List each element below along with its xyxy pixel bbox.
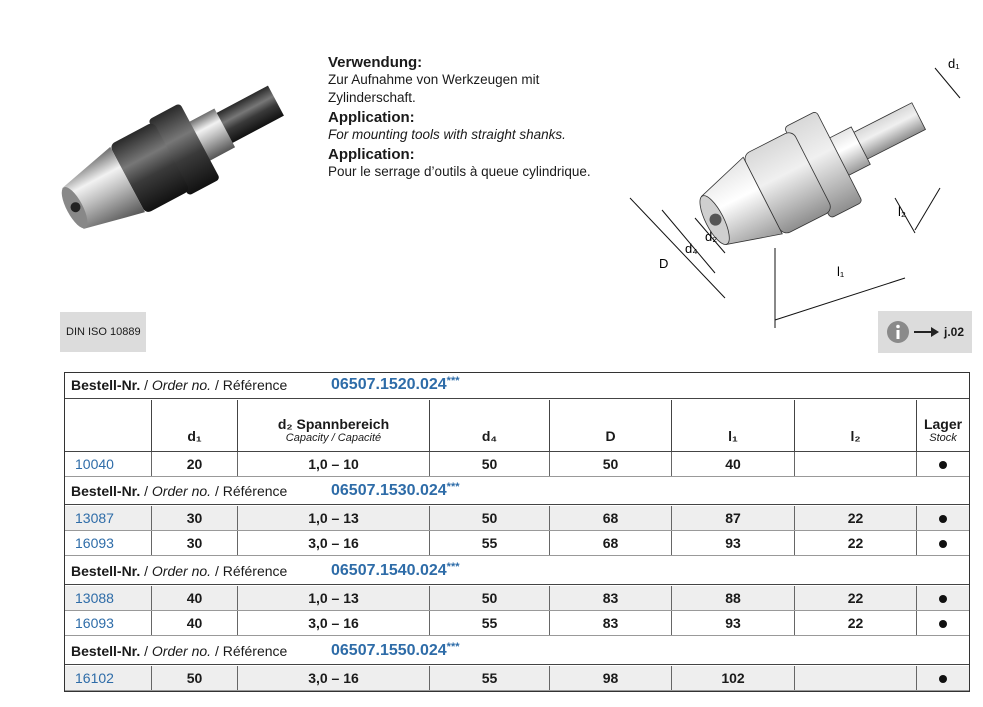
cell-order[interactable]: 13088	[65, 586, 152, 610]
reference-code-stars: ***	[446, 375, 460, 387]
column-header-label: Lager	[923, 416, 963, 432]
column-header-label: d₂ Spannbereich	[277, 416, 390, 432]
column-header-stock	[917, 400, 969, 452]
column-header-sublabel: Stock	[929, 432, 957, 444]
usage-text: Pour le serrage d’outils à queue cylindrique.	[328, 164, 591, 179]
column-header-label: l₂	[850, 428, 861, 444]
cell-d2: 3,0 – 16	[238, 666, 430, 690]
cell-stock	[917, 531, 969, 555]
column-header-sublabel: Capacity / Capacité	[285, 432, 382, 444]
column-header-l2	[795, 400, 917, 452]
reference-row	[65, 559, 969, 585]
cell-D: 68	[550, 506, 672, 530]
cell-order[interactable]: 16093	[65, 531, 152, 555]
reference-separator: /	[140, 643, 152, 659]
usage-heading: Application:	[328, 109, 415, 126]
column-header-text	[152, 428, 237, 444]
cell-order[interactable]: 16102	[65, 666, 152, 690]
reference-label-de: Bestell-Nr.	[71, 643, 141, 659]
reference-separator: /	[211, 483, 223, 499]
usage-heading: Verwendung:	[328, 54, 423, 71]
column-header-text	[672, 428, 794, 444]
stock-dot-icon	[939, 620, 947, 628]
reference-row	[65, 639, 969, 665]
cell-l1: 88	[672, 586, 795, 610]
column-header-text	[917, 416, 969, 444]
cell-l1: 87	[672, 506, 795, 530]
reference-label	[71, 643, 287, 659]
cell-stock	[917, 611, 969, 635]
reference-code-number: 06507.1530.024	[331, 482, 447, 499]
table-row	[65, 452, 969, 477]
cell-d1: 40	[152, 611, 238, 635]
column-header-label: d₄	[481, 428, 498, 444]
cell-l2: 22	[795, 506, 917, 530]
reference-code	[331, 561, 460, 580]
reference-label-de: Bestell-Nr.	[71, 563, 141, 579]
cell-l2: 22	[795, 586, 917, 610]
column-header-label: l₁	[728, 428, 738, 444]
reference-separator: /	[211, 643, 223, 659]
reference-label-en: Order no.	[151, 377, 212, 393]
cell-D: 68	[550, 531, 672, 555]
column-header-label: d₁	[187, 428, 202, 444]
reference-label-en: Order no.	[151, 483, 212, 499]
cell-l2: 22	[795, 531, 917, 555]
reference-code	[331, 481, 460, 500]
info-reference[interactable]	[878, 311, 972, 353]
reference-separator: /	[140, 483, 152, 499]
reference-label-de: Bestell-Nr.	[71, 377, 141, 393]
column-header-text	[550, 428, 671, 444]
arrow-right-icon	[914, 326, 940, 338]
reference-code-stars: ***	[446, 561, 460, 573]
cell-D: 83	[550, 611, 672, 635]
cell-d4: 55	[430, 611, 550, 635]
cell-d2: 3,0 – 16	[238, 531, 430, 555]
cell-d4: 55	[430, 531, 550, 555]
reference-label	[71, 483, 287, 499]
reference-code-stars: ***	[446, 641, 460, 653]
header-row	[65, 400, 969, 452]
cell-d4: 50	[430, 586, 550, 610]
column-header-d4	[430, 400, 550, 452]
stock-dot-icon	[939, 540, 947, 548]
cell-l1: 40	[672, 452, 795, 476]
cell-d4: 50	[430, 452, 550, 476]
column-header-D	[550, 400, 672, 452]
table-row	[65, 666, 969, 691]
cell-stock	[917, 666, 969, 690]
cell-l2: 22	[795, 611, 917, 635]
reference-label	[71, 563, 287, 579]
cell-order[interactable]: 10040	[65, 452, 152, 476]
cell-d1: 50	[152, 666, 238, 690]
cell-l2	[795, 452, 917, 476]
cell-order[interactable]: 16093	[65, 611, 152, 635]
info-ref-label: j.02	[944, 325, 965, 339]
technical-drawing	[615, 48, 975, 338]
reference-label-fr: Référence	[222, 377, 288, 393]
cell-l2	[795, 666, 917, 690]
standard-badge	[60, 312, 146, 352]
label-d4: d₄	[685, 241, 698, 256]
usage-heading: Application:	[328, 146, 415, 163]
cell-D: 50	[550, 452, 672, 476]
column-header-d2	[238, 400, 430, 452]
stock-dot-icon	[939, 595, 947, 603]
column-header-text	[430, 428, 549, 444]
reference-label-de: Bestell-Nr.	[71, 483, 141, 499]
cell-D: 98	[550, 666, 672, 690]
cell-d2: 1,0 – 13	[238, 586, 430, 610]
reference-code	[331, 641, 460, 660]
reference-code	[331, 375, 460, 394]
cell-stock	[917, 586, 969, 610]
cell-stock	[917, 506, 969, 530]
reference-label-en: Order no.	[151, 643, 212, 659]
reference-separator: /	[211, 377, 223, 393]
usage-description	[328, 54, 628, 183]
reference-label-fr: Référence	[222, 483, 288, 499]
cell-d1: 20	[152, 452, 238, 476]
reference-label-fr: Référence	[222, 643, 288, 659]
cell-d2: 1,0 – 10	[238, 452, 430, 476]
product-table	[64, 372, 970, 692]
table-row	[65, 506, 969, 531]
reference-separator: /	[140, 377, 152, 393]
cell-d1: 30	[152, 506, 238, 530]
stock-dot-icon	[939, 461, 947, 469]
cell-stock	[917, 452, 969, 476]
column-header-l1	[672, 400, 795, 452]
reference-label-fr: Référence	[222, 563, 288, 579]
table-row	[65, 531, 969, 556]
label-D: D	[659, 256, 669, 271]
cell-d2: 3,0 – 16	[238, 611, 430, 635]
reference-code-number: 06507.1550.024	[331, 642, 447, 659]
stock-dot-icon	[939, 515, 947, 523]
reference-row	[65, 479, 969, 505]
column-header-order	[65, 400, 152, 452]
reference-label	[71, 377, 287, 393]
cell-l1: 102	[672, 666, 795, 690]
column-header-d1	[152, 400, 238, 452]
reference-code-stars: ***	[446, 481, 460, 493]
reference-separator: /	[140, 563, 152, 579]
cell-D: 83	[550, 586, 672, 610]
usage-text: Zur Aufnahme von Werkzeugen mit Zylinderschaft.	[328, 72, 540, 105]
column-header-text	[238, 416, 429, 444]
table-row	[65, 611, 969, 636]
column-header-text	[795, 428, 916, 444]
reference-separator: /	[211, 563, 223, 579]
label-l2: l₂	[898, 204, 906, 219]
reference-label-en: Order no.	[151, 563, 212, 579]
stock-dot-icon	[939, 675, 947, 683]
standard-label: DIN ISO 10889	[66, 326, 141, 338]
info-icon	[886, 320, 910, 344]
label-d1: d₁	[948, 56, 960, 71]
cell-d4: 50	[430, 506, 550, 530]
table-row	[65, 586, 969, 611]
cell-d4: 55	[430, 666, 550, 690]
reference-row	[65, 373, 969, 399]
reference-code-number: 06507.1520.024	[331, 376, 447, 393]
label-d2: d₂	[705, 229, 718, 244]
cell-d1: 40	[152, 586, 238, 610]
product-photo	[50, 42, 320, 262]
cell-l1: 93	[672, 611, 795, 635]
reference-code-number: 06507.1540.024	[331, 562, 447, 579]
cell-l1: 93	[672, 531, 795, 555]
label-l1: l₁	[837, 264, 845, 279]
cell-order[interactable]: 13087	[65, 506, 152, 530]
usage-text: For mounting tools with straight shanks.	[328, 127, 566, 142]
cell-d2: 1,0 – 13	[238, 506, 430, 530]
column-header-label: D	[605, 428, 616, 444]
cell-d1: 30	[152, 531, 238, 555]
